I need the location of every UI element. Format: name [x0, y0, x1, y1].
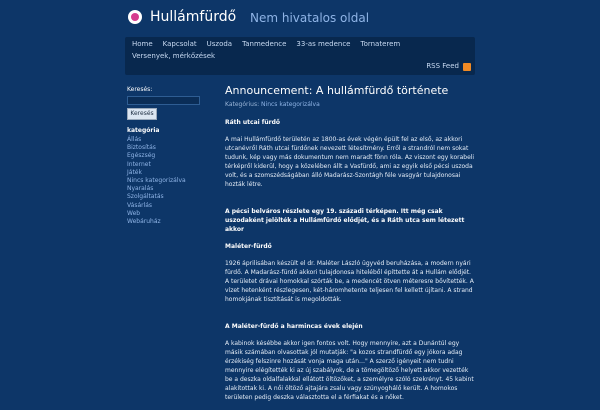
post-content	[225, 84, 475, 410]
post-paragraph: 1926 áprilisában készült el dr. Maléter László ügyvéd beruházása, a modern nyári fürdő. A Madarász-fürdő akkori tulajdonosa hiteléből építtette át a Hullám elődjét. A területet drávai homokkal szórták be, a medencét ötven méteresre bővítették. A vízet hetenként részlegesen, két-háromhetente teljesen fel kellett újítani. A strand homokjának tisztítását is megoldották.	[225, 260, 474, 303]
rss-feed-link[interactable]: RSS Feed	[426, 62, 459, 70]
nav-item-uszoda[interactable]: Uszoda	[206, 40, 233, 48]
nav-item-versenyek[interactable]: Versenyek, mérkőzések	[132, 52, 216, 60]
image-caption: A pécsi belváros részlete egy 19. századi térképen. Itt még csak uszodaként jelölték a Hullámfürdő elődjét, és a Ráth utca sem létezett akkor	[225, 208, 465, 233]
post-paragraph: A kabinok késébbe akkor igen fontos volt. Hogy mennyire, azt a Dunántúl egy másik számában olvasottak jól mutatják: "a kozos strandfürdő egy jókora adag érzékiség felszinre hozását vonja maga után…" A szerző igényeit nem tudni mennyire elégítették ki az új szabályok, de a tömegöltöző helyett akkor vezették be a deszka oldalfalakkal ellátott öltözőket, a személyre szóló szekrényt. 45 kabint alakítottak ki. A női öltöző ajtajára zsalu vagy szúnyoghálő került. A homokos területen pedig deszka választotta el a férfiakat és a nőket.	[225, 340, 474, 401]
category-item[interactable]: Szolgáltatás	[127, 193, 164, 201]
rss-icon[interactable]	[463, 63, 471, 71]
category-item[interactable]: Egészség	[127, 152, 156, 160]
category-item[interactable]: Webáruház	[127, 218, 161, 226]
nav-item-tornaterem[interactable]: Tornaterem	[360, 40, 401, 48]
category-item[interactable]: Biztosítás	[127, 144, 156, 152]
post-meta-category[interactable]: Nincs kategorizálva	[261, 101, 320, 108]
category-item[interactable]: Nincs kategorizálva	[127, 177, 186, 185]
post-paragraph: A mai Hullámfürdő területén az 1800-as évek végén épült fel az első, az akkori utcanévről Ráth utcai fürdőnek nevezett létesítmény. Erről a strandról nem sokat tudunk, kép vagy más dokumentum nem maradt fönn róla. Az viszont egy korabeli térképről kiderül, hogy a közelében állt a Vasfürdő, ami az egyik első pécsi uszoda volt, és a szomszédságában álló Madarász-Szontágh féle vasgyár tulajdonosai hozták létre.	[225, 136, 475, 188]
category-item[interactable]: Nyaralás	[127, 185, 154, 193]
rss-bar	[125, 58, 475, 75]
category-item[interactable]: Vásárlás	[127, 201, 153, 209]
search-label: Keresés:	[127, 86, 153, 93]
category-heading: kategória	[127, 127, 160, 134]
site-header	[0, 0, 600, 36]
nav-item-tanmedence[interactable]: Tanmedence	[242, 40, 287, 48]
post-meta	[225, 101, 475, 108]
nav-item-33-medence[interactable]: 33-as medence	[296, 40, 351, 48]
site-title[interactable]: Hullámfürdő	[150, 9, 237, 25]
nav-item-home[interactable]: Home	[132, 40, 153, 48]
post-meta-prefix: Kategórius:	[225, 101, 260, 108]
search-button[interactable]: Keresés	[127, 108, 157, 120]
section-heading: Ráth utcai fürdő	[225, 119, 281, 126]
image-caption: A Maléter-fürdő a harmincas évek elején	[225, 323, 363, 330]
category-item[interactable]: Internet	[127, 160, 151, 168]
sidebar	[127, 86, 202, 226]
site-logo-icon[interactable]	[128, 10, 142, 24]
category-item[interactable]: Web	[127, 209, 141, 217]
site-tagline: Nem hivatalos oldal	[250, 11, 370, 25]
post-title[interactable]: Announcement: A hullámfürdő története	[225, 84, 449, 97]
category-item[interactable]: Játék	[127, 168, 142, 176]
nav-item-kapcsolat[interactable]: Kapcsolat	[162, 40, 197, 48]
category-item[interactable]: Állás	[127, 136, 142, 143]
section-heading: Maléter-fürdő	[225, 243, 272, 250]
search-input[interactable]	[127, 96, 200, 105]
